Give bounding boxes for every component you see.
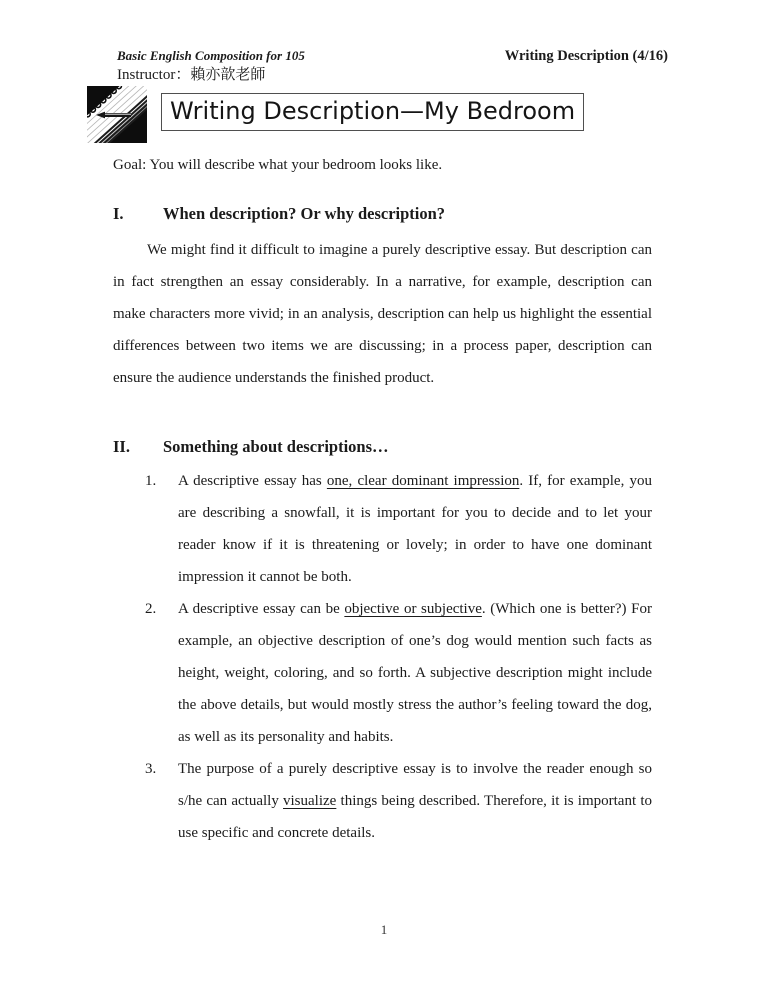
section-1-paragraph: We might find it difficult to imagine a purely descriptive essay. But description can in fact strengthen an essay considerably. In a narrative, for example, description can make characters more vivid; in an analysis, description can help us highlight the essential differences between two items we are discussing; in a process paper, description can ensure the audience understands the finished product. (113, 242, 652, 386)
list-item-number: 2. (145, 601, 157, 617)
list-item-text (178, 593, 652, 753)
goal-line: Goal: You will describe what your bedroom looks like. (113, 157, 443, 173)
document-title-header: Writing Description (4/16) (504, 48, 668, 64)
text-segment: A descriptive essay can be (178, 601, 345, 617)
banner-title-box (161, 93, 584, 131)
list-item-number: 1. (145, 473, 157, 489)
text-segment: The purpose of a purely descriptive essay is to involve the reader enough so s/he can actually (178, 761, 652, 809)
underlined-phrase: one, clear dominant impression (326, 473, 520, 489)
list-item (145, 753, 652, 849)
list-item (145, 593, 652, 753)
section-2-heading (113, 436, 652, 458)
section-2-number: II. (113, 437, 130, 456)
list-item-number: 3. (145, 761, 157, 777)
text-segment: . If, for example, you are describing a snowfall, it is important for you to decide and to let your reader know if it is threatening or lovely; in order to have one dominant impression it cannot be both. (178, 473, 652, 585)
text-segment: things being described. Therefore, it is important to use specific and concrete details. (178, 793, 652, 841)
section-1-heading (113, 203, 652, 225)
page-number: 1 (380, 922, 388, 937)
text-segment: . (Which one is better?) For example, an objective description of one’s dog would mention such facts as height, weight, coloring, and so forth. A subjective description might include the above details, but would mostly stress the author’s feeling toward the dog, as well as its personality and habits. (178, 601, 652, 745)
list-item-text (178, 465, 652, 593)
section-2-title: Something about descriptions… (163, 437, 389, 456)
underlined-phrase: visualize (283, 793, 337, 809)
header-row (117, 48, 668, 64)
page-header (113, 48, 668, 85)
notebook-pencil-icon (87, 86, 147, 143)
instructor-line: Instructor：賴亦歆老師 (117, 67, 266, 83)
list-item-text (178, 753, 652, 849)
title-banner (87, 86, 652, 148)
section-1-number: I. (113, 204, 124, 223)
section-1-title: When description? Or why description? (163, 204, 446, 223)
text-segment: A descriptive essay has (178, 473, 327, 489)
numbered-list (113, 465, 652, 849)
underlined-phrase: objective or subjective (344, 601, 482, 617)
banner-title: Writing Description—My Bedroom (170, 97, 576, 125)
list-item (145, 465, 652, 593)
course-title: Basic English Composition for 105 (117, 48, 305, 63)
